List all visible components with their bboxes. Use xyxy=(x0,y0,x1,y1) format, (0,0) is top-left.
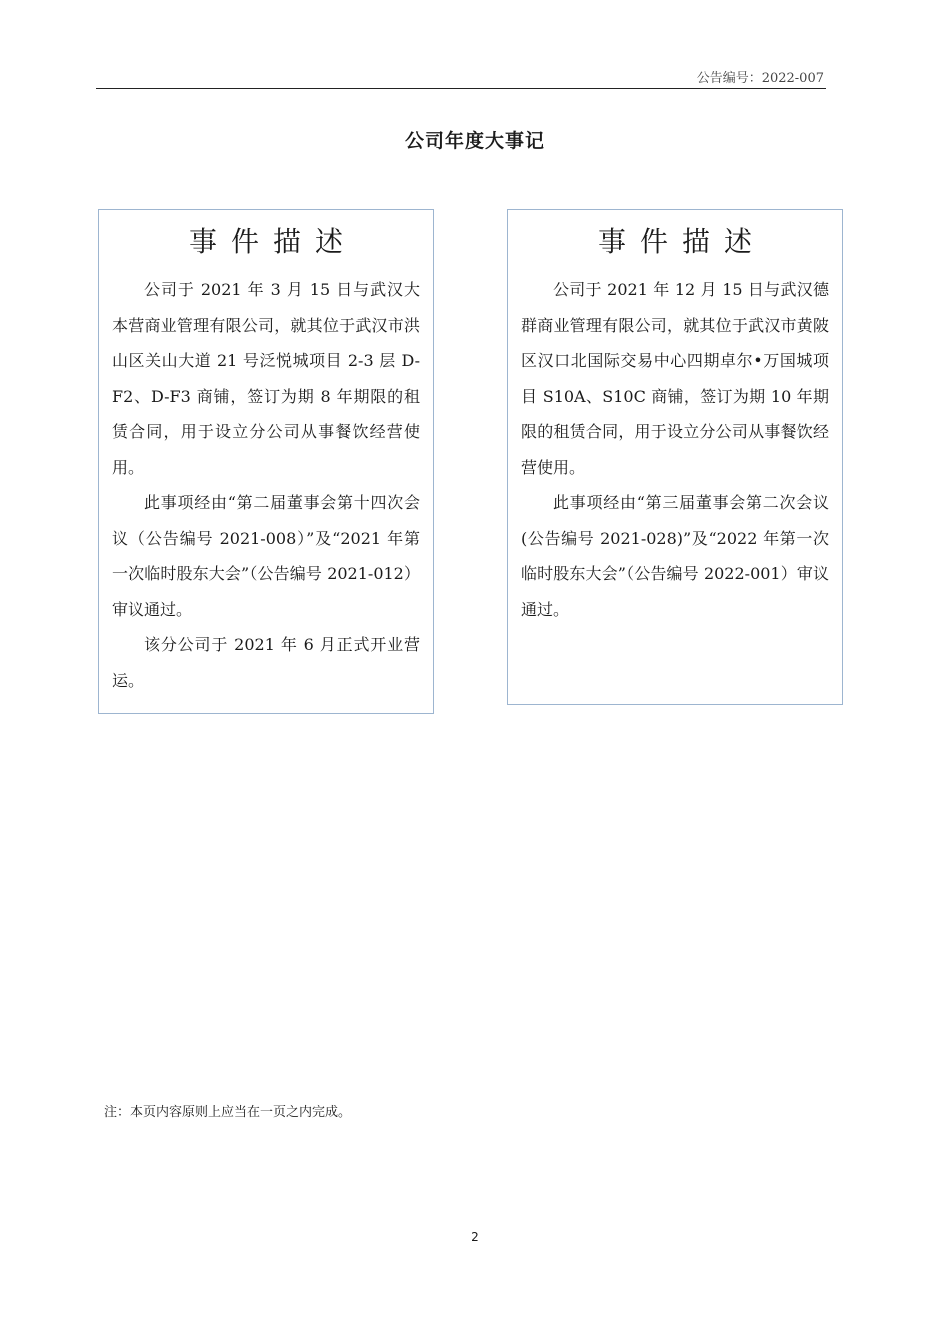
page-number: 2 xyxy=(471,1230,479,1244)
footnote: 注：本页内容原则上应当在一页之内完成。 xyxy=(104,1105,352,1120)
event-paragraph: 此事项经由“第三届董事会第二次会议(公告编号 2021-028)”及“2022 年第一次临时股东大会”（公告编号 2022-001）审议通过。 xyxy=(521,493,829,619)
page-title: 公司年度大事记 xyxy=(404,130,545,152)
event-box-heading: 事件描述 xyxy=(597,225,766,258)
event-box-1 xyxy=(98,209,434,714)
event-paragraph: 此事项经由“第二届董事会第十四次会议（公告编号 2021-008）”及“2021 年第一次临时股东大会”（公告编号 2021-012）审议通过。 xyxy=(112,493,420,619)
header-divider xyxy=(96,88,826,89)
event-box-2 xyxy=(507,209,843,705)
announcement-ref: 公告编号：2022-007 xyxy=(696,71,824,86)
event-paragraph: 公司于 2021 年 3 月 15 日与武汉大本营商业管理有限公司，就其位于武汉市洪山区关山大道 21 号泛悦城项目 2-3 层 D-F2、D-F3 商铺，签订为期 8 年期限的租赁合同，用于设立分公司从事餐饮经营使用。 xyxy=(112,280,420,477)
event-paragraph: 公司于 2021 年 12 月 15 日与武汉德群商业管理有限公司，就其位于武汉市黄陂区汉口北国际交易中心四期卓尔•万国城项目 S10A、S10C 商铺，签订为期 10 年期限的租赁合同，用于设立分公司从事餐饮经营使用。 xyxy=(521,280,829,477)
event-paragraph: 该分公司于 2021 年 6 月正式开业营运。 xyxy=(112,635,420,690)
event-box-heading: 事件描述 xyxy=(188,225,357,258)
